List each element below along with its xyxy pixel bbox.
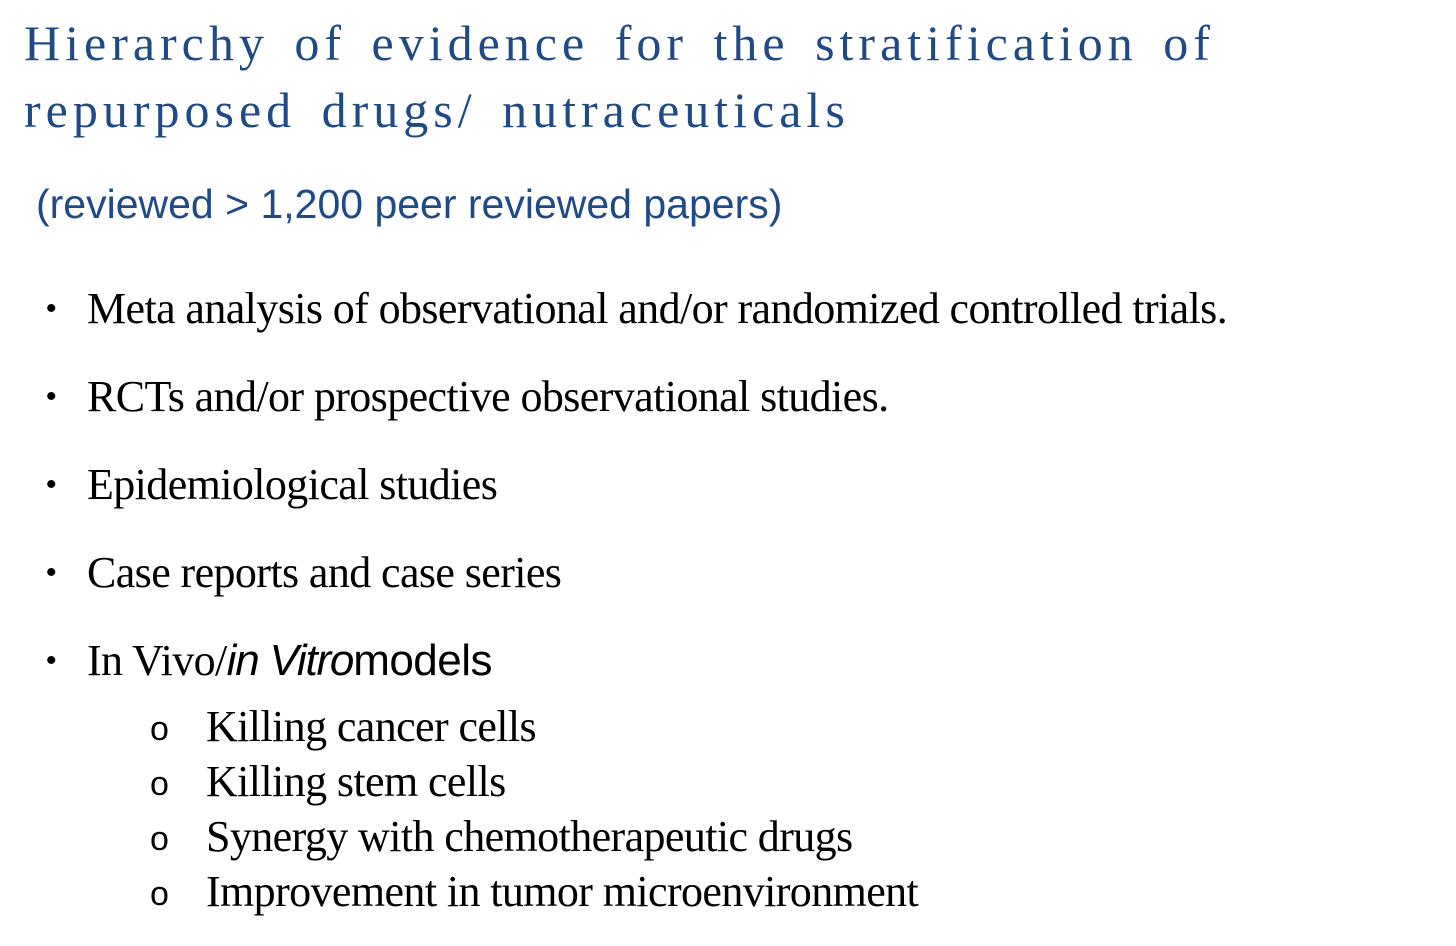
list-item [0, 370, 1456, 458]
list-item [0, 282, 1456, 370]
bullet-icon: • [46, 468, 56, 501]
sub-list-item-text: Improvement in tumor microenvironment [206, 867, 919, 916]
list-item-text [87, 634, 492, 688]
slide-title: Hierarchy of evidence for the stratification of repurposed drugs/ nutraceuticals [24, 15, 1215, 138]
circle-bullet-icon: o [150, 820, 169, 858]
list-item [0, 546, 1456, 634]
bullet-icon: • [46, 380, 56, 413]
in-vivo-label: In Vivo/ [87, 636, 227, 685]
list-item [0, 458, 1456, 546]
sub-list-item-text: Killing cancer cells [206, 702, 537, 751]
models-label: models [353, 636, 493, 685]
in-vitro-label: in Vitro [226, 636, 354, 685]
bullet-icon: • [46, 292, 56, 325]
sub-list-item-text: Killing stem cells [206, 757, 506, 806]
list-item-text: RCTs and/or prospective observational studies. [87, 372, 889, 421]
sub-list-item-text: Synergy with chemotherapeutic drugs [206, 812, 853, 861]
bullet-icon: • [46, 556, 56, 589]
slide-subtitle: (reviewed > 1,200 peer reviewed papers) [36, 181, 783, 227]
circle-bullet-icon: o [150, 875, 169, 913]
evidence-list [0, 282, 1456, 722]
circle-bullet-icon: o [150, 710, 169, 748]
list-item-text: Case reports and case series [87, 548, 562, 597]
list-item-text: Meta analysis of observational and/or randomized controlled trials. [87, 284, 1228, 333]
circle-bullet-icon: o [150, 765, 169, 803]
bullet-icon: • [46, 644, 56, 677]
list-item-text: Epidemiological studies [87, 460, 498, 509]
